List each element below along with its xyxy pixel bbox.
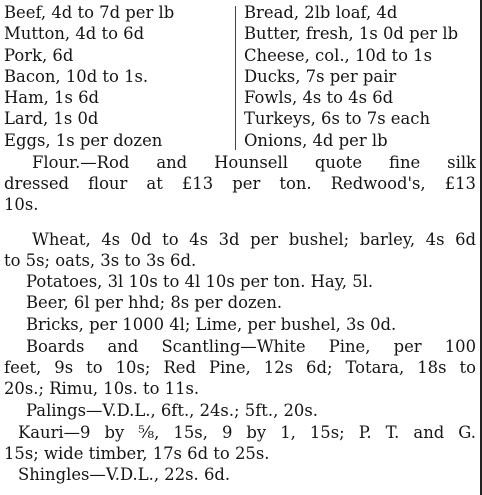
boards-paragraph-line: 20s.; Rimu, 10s. to 11s. [4,379,200,398]
price-item: Butter, fresh, 1s 0d per lb [244,24,459,44]
price-item: Lard, 1s 0d [4,109,99,129]
price-item: Fowls, 4s to 4s 6d [244,88,394,108]
price-item: Turkeys, 6s to 7s each [244,109,431,129]
price-list [4,2,478,152]
price-list-left-column [4,2,232,151]
flour-paragraph-line: dressed flour at £13 per ton. Redwood's, £13 [4,174,476,193]
boards-paragraph-line: feet, 9s to 10s; Red Pine, 12s 6d; Totara, 18s to [4,358,476,377]
wheat-paragraph-line: Wheat, 4s 0d to 4s 3d per bushel; barley, 4s 6d [32,230,476,249]
price-item: Ham, 1s 6d [4,88,99,108]
palings-paragraph: Palings—V.D.L., 6ft., 24s.; 5ft., 20s. [26,401,318,420]
price-item: Beef, 4d to 7d per lb [4,3,175,22]
price-item: Onions, 4d per lb [244,130,388,150]
potatoes-paragraph: Potatoes, 3l 10s to 4l 10s per ton. Hay, 5l. [26,272,374,291]
price-list-right-column [244,2,478,151]
price-item: Cheese, col., 10d to 1s [244,45,433,65]
price-item: Ducks, 7s per pair [244,66,397,86]
bricks-paragraph: Bricks, per 1000 4l; Lime, per bushel, 3s 0d. [26,315,397,334]
flour-paragraph-line: 10s. [4,195,39,214]
column-divider [235,6,236,150]
beer-paragraph: Beer, 6l per hhd; 8s per dozen. [26,293,283,312]
price-item: Eggs, 1s per dozen [4,130,163,150]
boards-paragraph-line: Boards and Scantling—White Pine, per 100 [26,337,476,356]
kauri-paragraph-line: 15s; wide timber, 17s 6d to 25s. [4,444,270,463]
wheat-paragraph-line: to 5s; oats, 3s to 3s 6d. [4,251,197,270]
price-item: Bread, 2lb loaf, 4d [244,3,398,22]
price-item: Bacon, 10d to 1s. [4,66,149,86]
shingles-paragraph: Shingles—V.D.L., 22s. 6d. [18,465,231,484]
kauri-paragraph-line: Kauri—9 by ⅝, 15s, 9 by 1, 15s; P. T. and G. [18,423,476,442]
price-item: Pork, 6d [4,45,74,65]
price-item: Mutton, 4d to 6d [4,24,145,44]
flour-paragraph-line: Flour.—Rod and Hounsell quote fine silk [32,153,476,172]
